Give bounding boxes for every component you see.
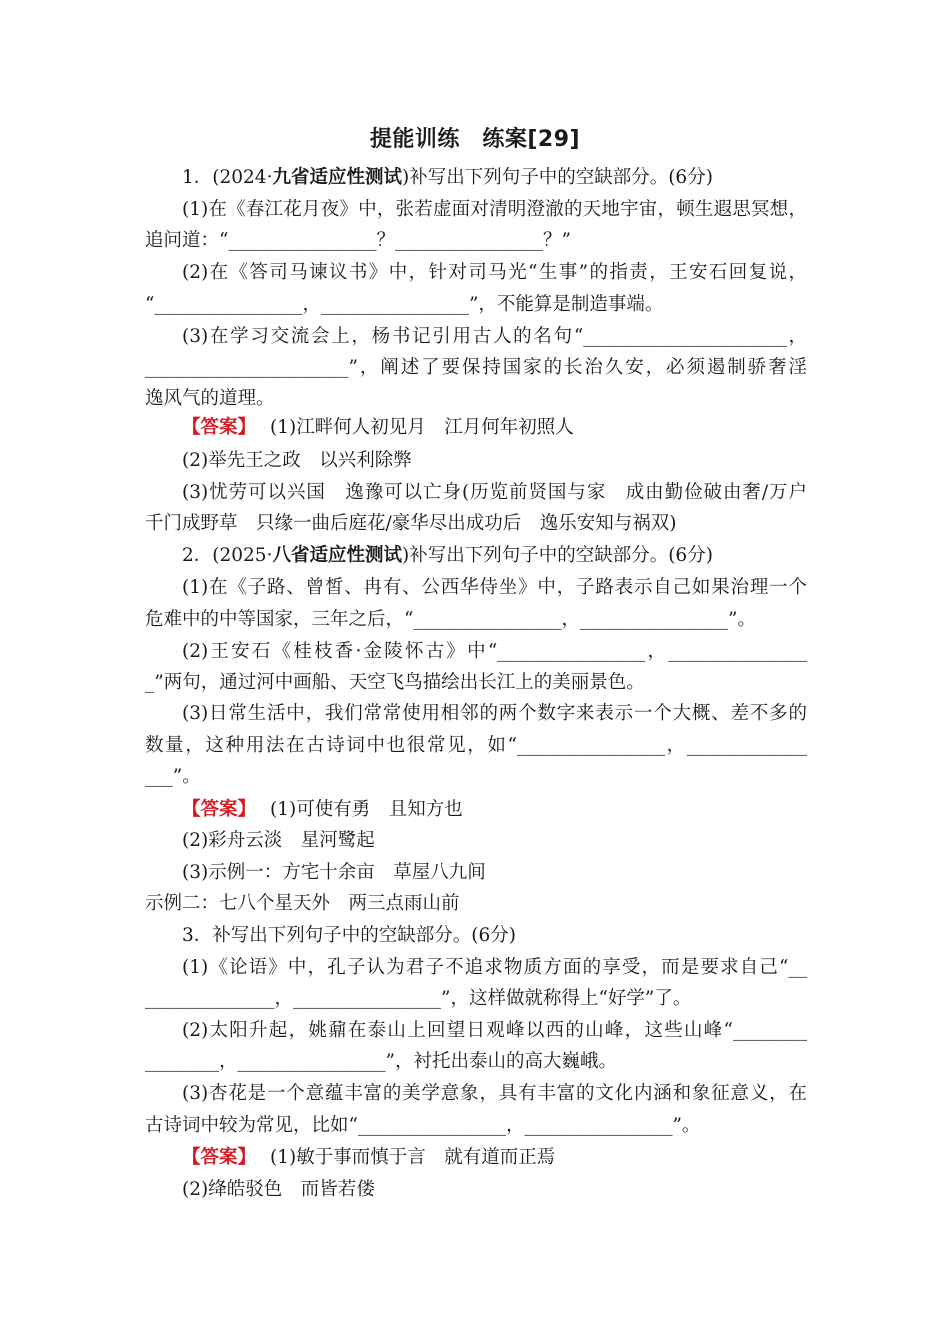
- question-stem: 补写出下列句子中的空缺部分。(6分): [212, 925, 516, 946]
- q3-answer-line1: [182, 1143, 807, 1173]
- question-number: 3．: [182, 925, 213, 946]
- q1-answer-line2: (2)举先王之政 以兴利除弊: [182, 450, 412, 471]
- q2-part3-line3: ___”。: [145, 766, 201, 787]
- q3-part1-line1: (1)《论语》中，孔子认为君子不追求物质方面的享受，而是要求自己“__: [182, 957, 807, 978]
- question-source-close: ): [401, 545, 410, 566]
- page-title: 提能训练 练案[29]: [369, 127, 581, 152]
- q2-answer-line2: (2)彩舟云淡 星河鹭起: [182, 830, 375, 851]
- question-source-open: (2024·: [212, 167, 273, 188]
- question-source: 九省适应性测试: [272, 167, 402, 188]
- q2-part2-line2: _”两句，通过河中画船、天空飞鸟描绘出长江上的美丽景色。: [145, 672, 645, 693]
- answer-tag: 【答案】: [182, 417, 257, 438]
- answer-tag: 【答案】: [182, 1147, 257, 1168]
- q3-part2-line1: (2)太阳升起，姚鼐在泰山上回望日观峰以西的山峰，这些山峰“________: [182, 1020, 807, 1041]
- answer-text: (1)敏于事而慎于言 就有道而正焉: [270, 1147, 556, 1168]
- q2-answer-line3: (3)示例一：方宅十余亩 草屋八九间: [182, 862, 486, 883]
- q1-answer-line1: [182, 413, 807, 443]
- answer-text: (1)可使有勇 且知方也: [270, 799, 463, 820]
- q2-part1-line2: 危难中的中等国家，三年之后，“________________，________________”。: [145, 609, 756, 630]
- q1-answer-line3: (3)忧劳可以兴国 逸豫可以亡身(历览前贤国与家 成由勤俭破由奢/万户: [182, 482, 807, 503]
- question-3-header: [182, 921, 807, 951]
- q2-part3-line1: (3)日常生活中，我们常常使用相邻的两个数字来表示一个大概、差不多的: [182, 703, 807, 724]
- q2-answer-line4: 示例二：七八个星天外 两三点雨山前: [145, 893, 460, 914]
- q1-answer-line4: 千门成野草 只缘一曲后庭花/豪华尽出成功后 逸乐安知与祸双): [145, 513, 677, 534]
- q3-part1-line2: ______________，________________”，这样做就称得上“好学”了。: [145, 988, 692, 1009]
- answer-text: (1)江畔何人初见月 江月何年初照人: [270, 417, 574, 438]
- q1-part3-line2: ______________________”，阐述了要保持国家的长治久安，必须遏制骄奢淫: [145, 357, 807, 378]
- question-number: 2．: [182, 545, 213, 566]
- q3-answer-line2: (2)绛皓驳色 而皆若偻: [182, 1179, 375, 1200]
- question-stem: 补写出下列句子中的空缺部分。(6分): [409, 167, 713, 188]
- q3-part3-line2: 古诗词中较为常见，比如“________________，________________”。: [145, 1115, 701, 1136]
- question-number: 1．: [182, 167, 213, 188]
- question-stem: 补写出下列句子中的空缺部分。(6分): [409, 545, 713, 566]
- q2-answer-line1: [182, 795, 807, 825]
- q2-part2-line1: (2)王安石《桂枝香·金陵怀古》中“________________，_______________: [182, 641, 807, 662]
- q1-part2-line2: “________________，________________”，不能算是制造事端。: [145, 294, 664, 315]
- question-source-close: ): [401, 167, 410, 188]
- q1-part1-line1: (1)在《春江花月夜》中，张若虚面对清明澄澈的天地宇宙，顿生遐思冥想，: [182, 199, 807, 220]
- question-1-header: [182, 163, 807, 193]
- q2-part3-line2: 数量，这种用法在古诗词中也很常见，如“________________，_____________: [145, 735, 807, 756]
- question-2-header: [182, 541, 807, 571]
- q1-part1-line2: 追问道：“________________？________________？”: [145, 230, 571, 251]
- question-source-open: (2025·: [212, 545, 273, 566]
- q3-part2-line2: ________，________________”，衬托出泰山的高大巍峨。: [145, 1051, 617, 1072]
- question-source: 八省适应性测试: [272, 545, 402, 566]
- q1-part3-line1: (3)在学习交流会上，杨书记引用古人的名句“______________________，: [182, 326, 807, 347]
- q2-part1-line1: (1)在《子路、曾皙、冉有、公西华侍坐》中，子路表示自己如果治理一个: [182, 577, 807, 598]
- answer-tag: 【答案】: [182, 799, 257, 820]
- q3-part3-line1: (3)杏花是一个意蕴丰富的美学意象，具有丰富的文化内涵和象征意义，在: [182, 1083, 807, 1104]
- q1-part3-line3: 逸风气的道理。: [145, 388, 275, 409]
- q1-part2-line1: (2)在《答司马谏议书》中，针对司马光“生事”的指责，王安石回复说，: [182, 262, 807, 283]
